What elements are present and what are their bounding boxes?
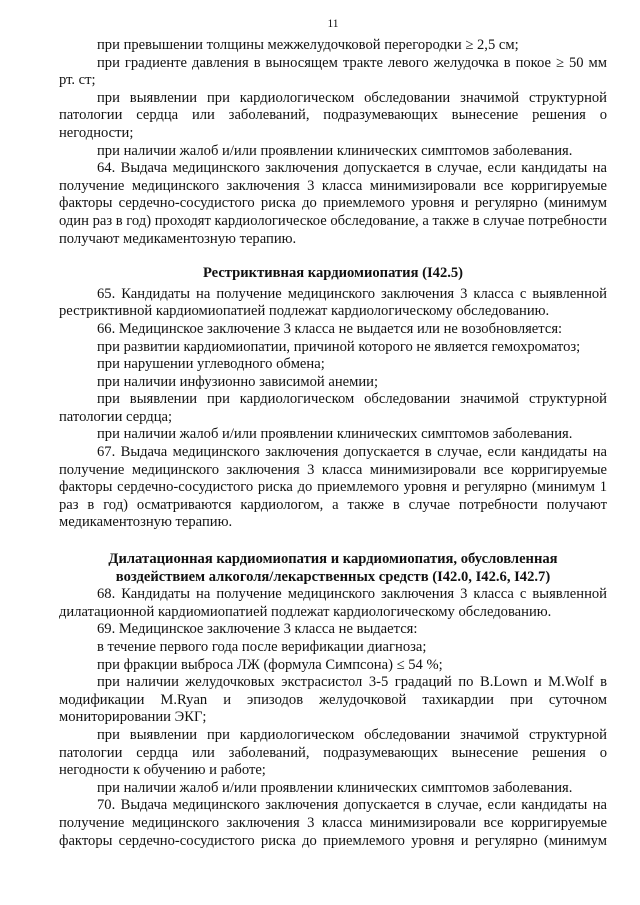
paragraph: при градиенте давления в выносящем тракте левого желудочка в покое ≥ 50 мм рт. ст; <box>59 54 607 89</box>
paragraph-68: 68. Кандидаты на получение медицинского заключения 3 класса с выявленной дилатационной кардиомиопатией подлежат кардиологическому обследованию. <box>59 586 607 620</box>
paragraph-64: 64. Выдача медицинского заключения допускается в случае, если кандидаты на получение медицинского заключения 3 класса минимизировали все корригируемые факторы сердечно-сосудистого риска до приемлемого уровня и регулярно (минимум один раз в год) проходят кардиологическое обследование, а также в случае потребности получают медикаментозную терапию. <box>59 160 607 247</box>
paragraph: при выявлении при кардиологическом обследовании значимой структурной патологии сердца или заболеваний, подразумевающих вынесение решения о негодности; <box>59 89 607 141</box>
paragraph-66: 66. Медицинское заключение 3 класса не выдается или не возобновляется: <box>97 320 563 337</box>
paragraph-67: 67. Выдача медицинского заключения допускается в случае, если кандидаты на получение медицинского заключения 3 класса минимизировали все корригируемые факторы сердечно-сосудистого риска до приемлемого уровня и регулярно (минимум 1 раз в год) осматриваются кардиологом, а также в случае потребности получают медикаментозную терапию. <box>59 444 607 531</box>
paragraph: при фракции выброса ЛЖ (формула Симпсона) ≤ 54 %; <box>97 656 443 673</box>
paragraph-70: 70. Выдача медицинского заключения допускается в случае, если кандидаты на получение медицинского заключения 3 класса минимизировали все корригируемые факторы сердечно-сосудистого риска до приемлемого уровня и регулярно (минимум <box>59 797 607 849</box>
page-number: 11 <box>327 18 339 30</box>
paragraph: при наличии желудочковых экстрасистол 3-5 градаций по B.Lown и M.Wolf в модификации M.Ryan и эпизодов желудочковой тахикардии при суточном мониторировании ЭКГ; <box>59 674 607 726</box>
paragraph: при превышении толщины межжелудочковой перегородки ≥ 2,5 см; <box>97 37 519 53</box>
paragraph-65: 65. Кандидаты на получение медицинского заключения 3 класса с выявленной рестриктивной кардиомиопатией подлежат кардиологическому обследованию. <box>59 285 607 320</box>
paragraph: при развитии кардиомиопатии, причиной которого не является гемохроматоз; <box>97 338 581 355</box>
paragraph: при выявлении при кардиологическом обследовании значимой структурной патологии сердца; <box>59 391 607 425</box>
section-restrictive <box>59 286 607 532</box>
paragraph-69: 69. Медицинское заключение 3 класса не выдается: <box>97 621 418 638</box>
paragraph: в течение первого года после верификации диагноза; <box>97 639 427 655</box>
paragraph: при наличии жалоб и/или проявлении клинических симптомов заболевания. <box>97 142 573 159</box>
paragraph: при наличии инфузионно зависимой анемии; <box>97 373 379 390</box>
section-hcm-continuation <box>59 37 607 248</box>
section-heading-dilated-line1: Дилатационная кардиомиопатия и кардиомиопатия, обусловленная <box>108 551 558 568</box>
section-heading-restrictive: Рестриктивная кардиомиопатия (I42.5) <box>202 265 464 282</box>
paragraph: при наличии жалоб и/или проявлении клинических симптомов заболевания. <box>97 779 573 796</box>
section-heading-dilated-line2: воздействием алкоголя/лекарственных средств (I42.0, I42.6, I42.7) <box>115 568 551 585</box>
paragraph: при выявлении при кардиологическом обследовании значимой структурной патологии сердца или заболеваний, подразумевающих вынесение решения о негодности к обучению и работе; <box>59 726 607 779</box>
paragraph: при нарушении углеводного обмена; <box>97 356 325 373</box>
section-dilated <box>59 586 607 850</box>
paragraph: при наличии жалоб и/или проявлении клинических симптомов заболевания. <box>97 426 573 443</box>
